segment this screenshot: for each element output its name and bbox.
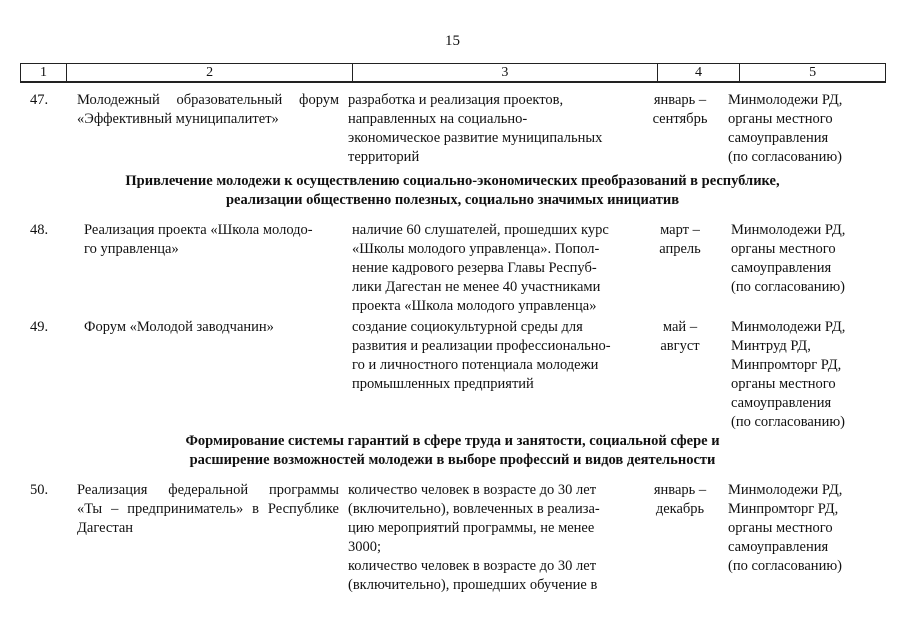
page-number: 15 xyxy=(445,33,460,49)
executor: Минмолодежи РД, органы местного самоуправления (по согласованию) xyxy=(728,92,843,165)
section-heading: Привлечение молодежи к осуществлению социально-экономических преобразований в республике, реализации общественно полезных, социально значимых инициатив xyxy=(125,173,780,208)
column-header-4: 4 xyxy=(658,64,741,81)
event-name: Форум «Молодой заводчанин» xyxy=(84,319,274,335)
section-heading: Формирование системы гарантий в сфере труда и занятости, социальной сфере и расширение возможностей молодежи в выборе профессий и видов деятельности xyxy=(185,433,720,468)
period: январь – декабрь xyxy=(653,482,707,517)
executor: Минмолодежи РД, органы местного самоуправления (по согласованию) xyxy=(731,222,846,295)
column-header-1: 1 xyxy=(21,64,67,81)
period: март – апрель xyxy=(659,222,701,257)
event-name: Реализация федеральной программы «Ты – предприниматель» в Республике Дагестан xyxy=(77,482,339,536)
period: май – август xyxy=(660,319,700,354)
event-name: Молодежный образовательный форум «Эффективный муниципалитет» xyxy=(77,92,339,127)
expected-result: разработка и реализация проектов, направленных на социально- экономическое развитие муниципальных территорий xyxy=(348,92,603,165)
column-header-2: 2 xyxy=(67,64,353,81)
column-header-3: 3 xyxy=(353,64,657,81)
event-name: Реализация проекта «Школа молодо- го управленца» xyxy=(84,222,313,257)
period: январь – сентябрь xyxy=(652,92,708,127)
executor: Минмолодежи РД, Минпромторг РД, органы местного самоуправления (по согласованию) xyxy=(728,482,843,574)
expected-result: создание социокультурной среды для развития и реализации профессионально- го и личностного потенциала молодежи промышленных предприятий xyxy=(352,319,611,392)
row-number: 50. xyxy=(30,482,49,498)
executor: Минмолодежи РД, Минтруд РД, Минпромторг РД, органы местного самоуправления (по согласованию) xyxy=(731,319,846,430)
table-header xyxy=(20,63,886,83)
row-number: 47. xyxy=(30,92,49,108)
expected-result: количество человек в возрасте до 30 лет (включительно), вовлеченных в реализа- цию мероприятий программы, не менее 3000; количество человек в возрасте до 30 лет (включительно), прошедших обучение в xyxy=(348,482,600,593)
column-header-5: 5 xyxy=(809,65,817,80)
row-number: 48. xyxy=(30,222,49,238)
expected-result: наличие 60 слушателей, прошедших курс «Школы молодого управленца». Попол- нение кадрового резерва Главы Респуб- лики Дагестан не менее 40 участниками проекта «Школа молодого управленца» xyxy=(352,222,609,314)
row-number: 49. xyxy=(30,319,49,335)
